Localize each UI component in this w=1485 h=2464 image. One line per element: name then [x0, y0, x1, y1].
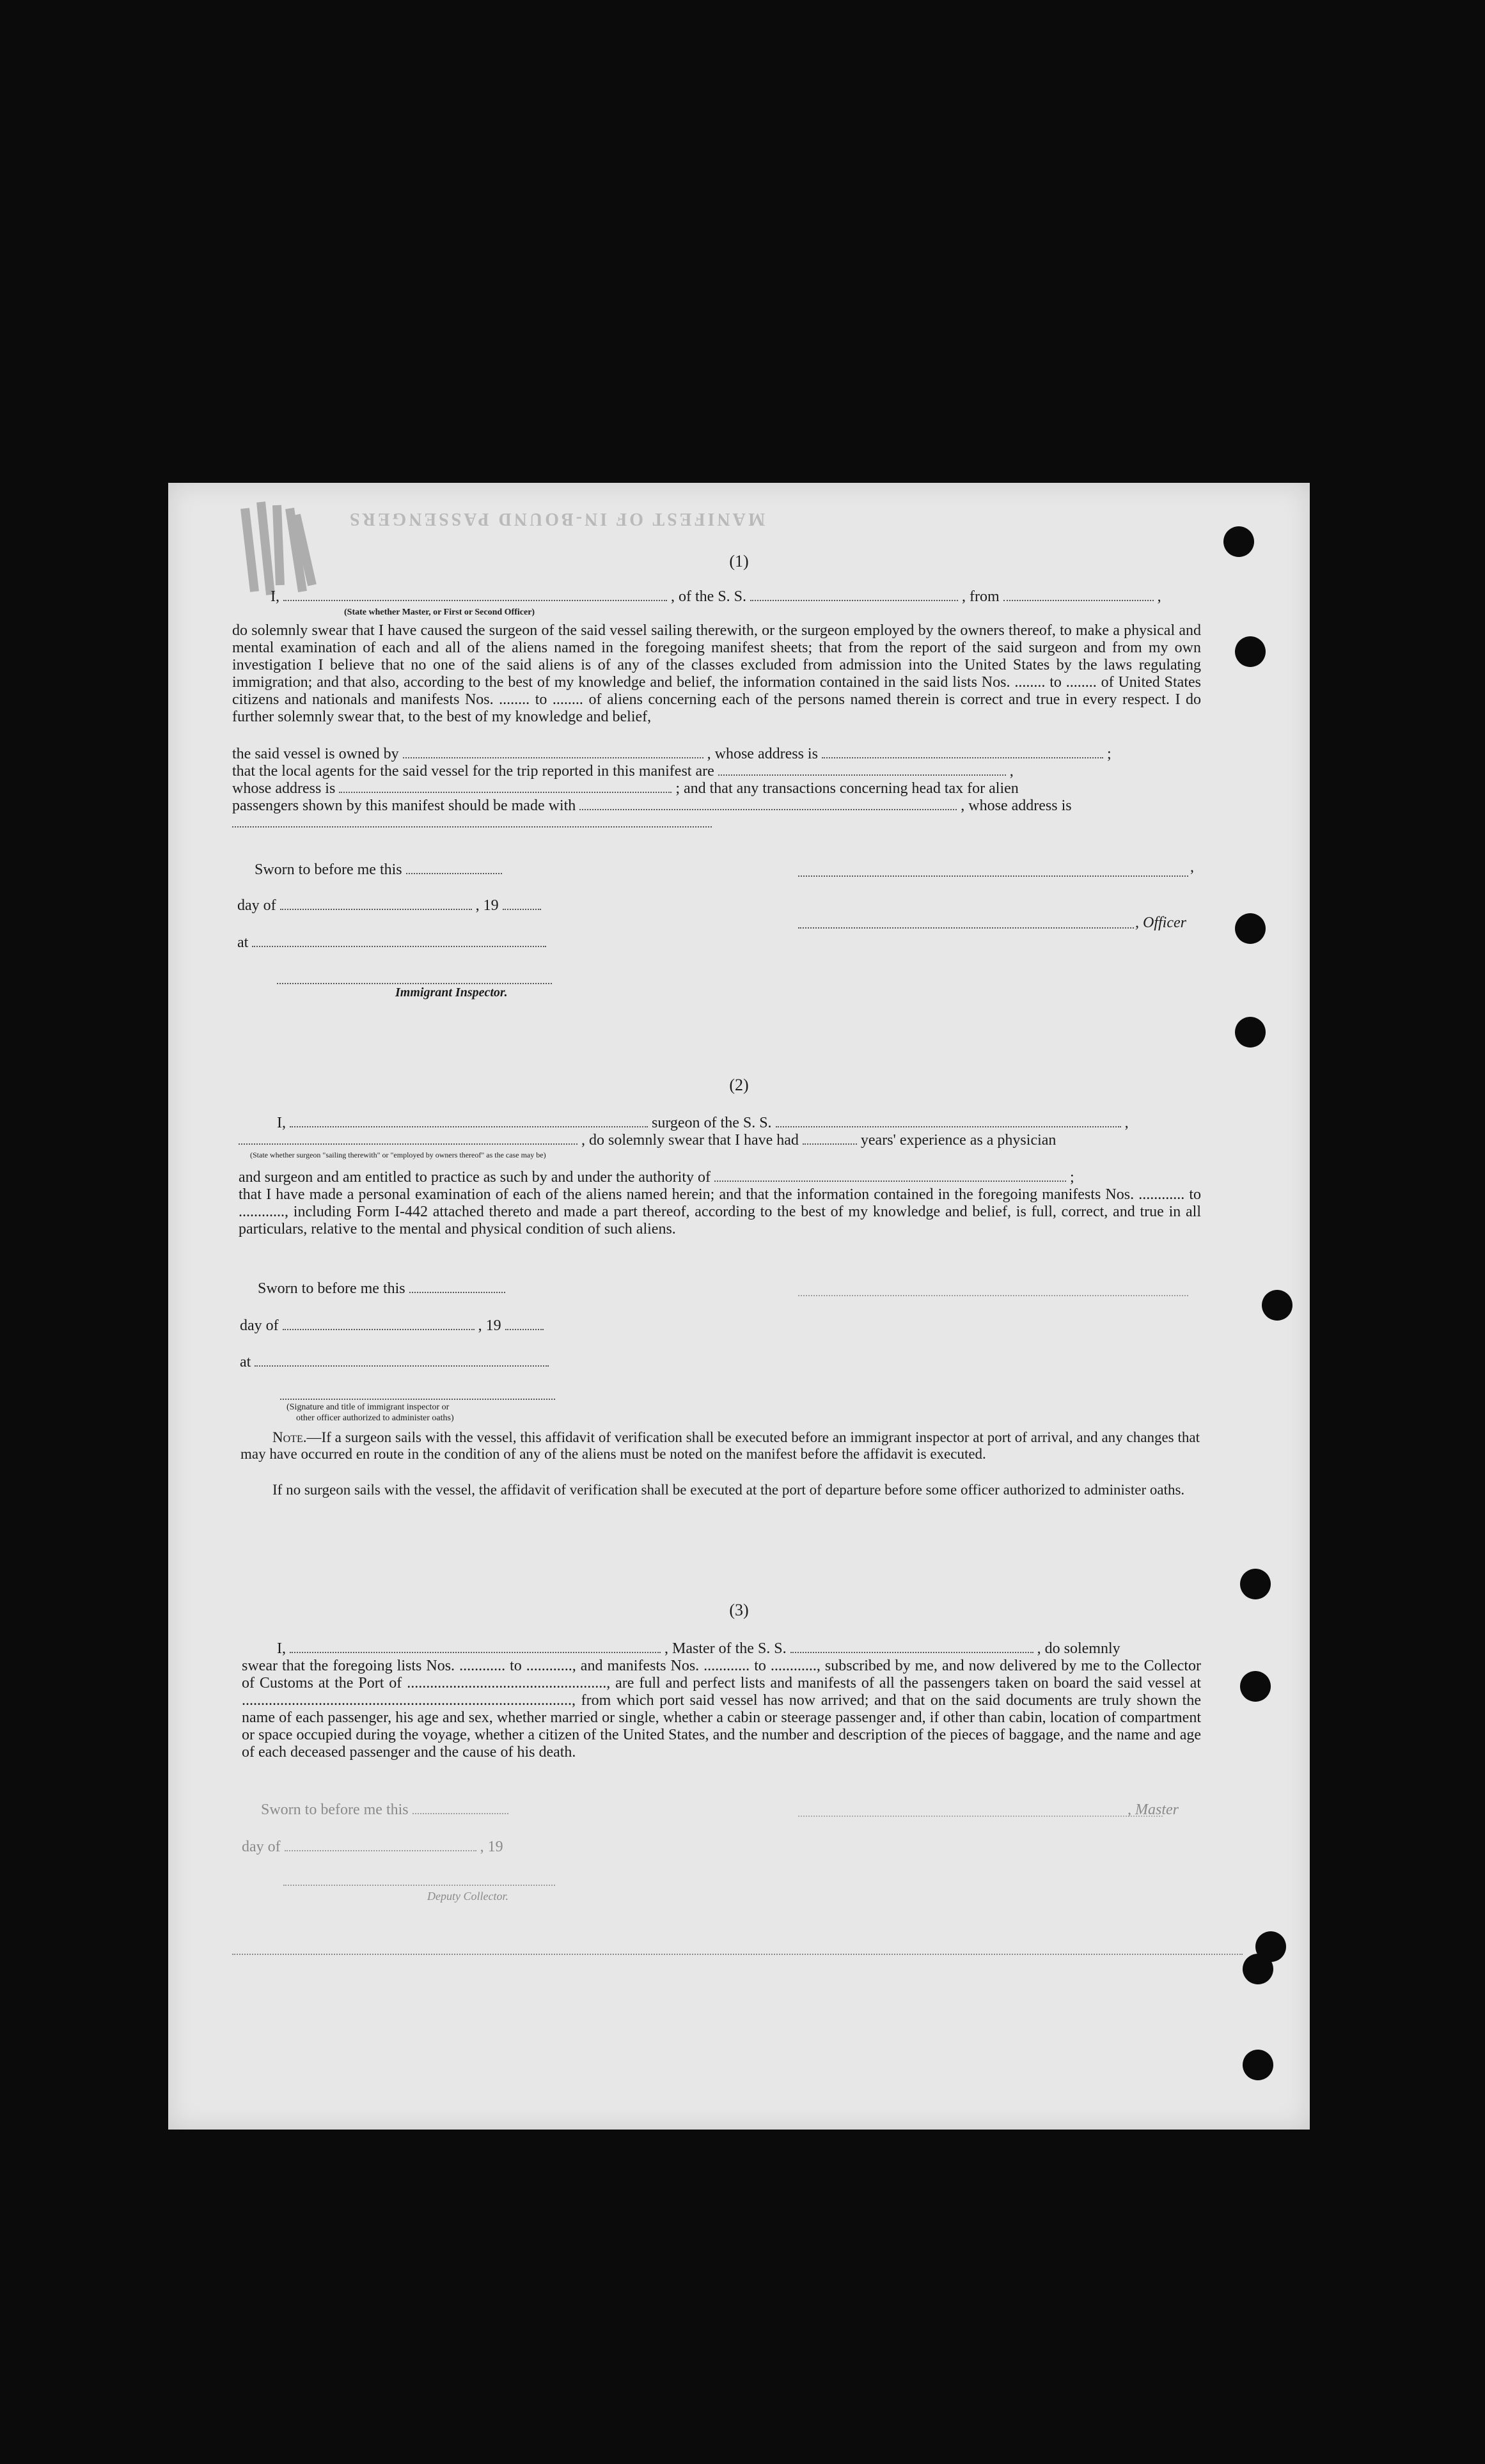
- section-2-sig-hint-1: (Signature and title of immigrant inspector or: [287, 1402, 450, 1412]
- text: ,: [1124, 1115, 1129, 1131]
- officer-label: , Officer: [1135, 914, 1186, 931]
- section-1-address-line: [232, 780, 1019, 797]
- punch-hole: [1235, 636, 1266, 667]
- text: at: [240, 1354, 251, 1370]
- text: I,: [271, 588, 279, 605]
- section-3-paragraph: swear that the foregoing lists Nos. ............ to ............, and manifests Nos. ............ to ............, subscribed by me, and now delivered by me to the Collector of Customs at the Port of ...................................................., are full and perfect lists and manifests of all the passengers taken on board the said vessel at ......................................................................................, from which port said vessel has now arrived; and that on the said documents are truly shown the name of each passenger, his age and sex, whether married or single, whether a cabin or steerage passenger and, if other than cabin, location of compartment or space occupied during the voyage, whether a citizen of the United States, and the number and description of the pieces of baggage, and the name and age of each deceased passenger and the cause of his death.: [242, 1658, 1201, 1761]
- text: ;: [1106, 746, 1112, 762]
- section-2-sworn: [258, 1280, 505, 1297]
- blank-field: [339, 780, 672, 793]
- blank-field: [290, 1115, 648, 1127]
- text: day of: [240, 1317, 279, 1334]
- section-1-agents-line: [232, 763, 1014, 780]
- text: , do solemnly swear that I have had: [581, 1132, 799, 1149]
- section-2-at: [240, 1354, 549, 1370]
- punch-hole: [1240, 1671, 1271, 1702]
- text: day of: [242, 1839, 281, 1855]
- punch-hole: [1243, 1954, 1273, 1984]
- section-3-number: (3): [729, 1601, 749, 1619]
- text: Sworn to before me this: [255, 861, 402, 878]
- blank-field: [714, 1169, 1066, 1182]
- text: , Master of the S. S.: [664, 1640, 787, 1657]
- text: ,: [1157, 588, 1161, 605]
- section-2-day: [240, 1317, 544, 1334]
- text: ; and that any transactions concerning head tax for alien: [675, 780, 1019, 797]
- blank-field: [252, 934, 546, 947]
- divider: [232, 1954, 1243, 1955]
- section-2-line-3: [239, 1169, 1074, 1186]
- text: the said vessel is owned by: [232, 746, 399, 762]
- text: that the local agents for the said vessel for the trip reported in this manifest are: [232, 763, 714, 780]
- collector-signature-line: [283, 1883, 555, 1886]
- text: , 19: [480, 1839, 503, 1855]
- punch-hole: [1235, 913, 1266, 944]
- section-1-number: (1): [729, 552, 749, 570]
- text: ,: [1009, 763, 1014, 780]
- manifest-page: [168, 483, 1310, 2130]
- blank-field: [280, 897, 472, 910]
- section-3-line-1: [277, 1640, 1120, 1657]
- note-label: Note.: [272, 1429, 307, 1445]
- blank-field: [403, 746, 703, 758]
- master-label: , Master: [1128, 1801, 1179, 1818]
- text: day of: [237, 897, 276, 914]
- section-2-line-2: [239, 1132, 1056, 1149]
- blank-field: [255, 1354, 549, 1367]
- punch-hole: [1262, 1290, 1292, 1321]
- punch-hole: [1240, 1569, 1271, 1599]
- text: , do solemnly: [1037, 1640, 1120, 1657]
- section-2-sig-hint-2: other officer authorized to administer oaths): [296, 1413, 454, 1423]
- section-3-sworn: [261, 1801, 508, 1818]
- note-paragraph-1: [240, 1429, 1200, 1463]
- blank-field: [412, 1801, 508, 1814]
- section-1-at: [237, 934, 546, 951]
- blank-field: [750, 588, 958, 601]
- punch-hole: [1235, 1017, 1266, 1048]
- blank-field: [505, 1317, 544, 1330]
- section-1-hint: (State whether Master, or First or Second Officer): [344, 608, 535, 617]
- blank-field: [406, 861, 502, 874]
- text: and surgeon and am entitled to practice as such by and under the authority of: [239, 1169, 711, 1186]
- blank-field: [239, 1132, 578, 1145]
- section-2-paragraph: that I have made a personal examination of each of the aliens named herein; and that the information contained in the foregoing manifests Nos. ............ to ............, including Form I-442 attached thereto and made a part thereof, according to the best of my knowledge and belief, is full, correct, and true in all particulars, relative to the mental and physical condition of such aliens.: [239, 1186, 1201, 1237]
- blank-field: [285, 1839, 476, 1851]
- text: , 19: [478, 1317, 501, 1334]
- section-2-line-1: [277, 1115, 1129, 1131]
- blank-field: [803, 1132, 857, 1145]
- blank-field: [776, 1115, 1121, 1127]
- text: , of the S. S.: [671, 588, 747, 605]
- note-paragraph-2: If no surgeon sails with the vessel, the affidavit of verification shall be executed at the port of departure before some officer authorized to administer oaths.: [272, 1482, 1185, 1498]
- section-2-number: (2): [729, 1076, 749, 1094]
- blank-field: [232, 825, 712, 828]
- punch-hole: [1243, 2050, 1273, 2080]
- blank-field: [579, 797, 957, 810]
- text: Sworn to before me this: [261, 1801, 409, 1818]
- surgeon-signature-line: [798, 1294, 1188, 1296]
- text: passengers shown by this manifest should be made with: [232, 797, 576, 814]
- blank-field: [1003, 588, 1154, 601]
- text: , from: [962, 588, 1000, 605]
- text: —If a surgeon sails with the vessel, this affidavit of verification shall be executed before an immigrant inspector at port of arrival, and any changes that may have occurred en route in the condition of any of the aliens must be noted on the manifest before the affidavit is executed.: [240, 1429, 1200, 1462]
- text: I,: [277, 1115, 286, 1131]
- blank-field: [290, 1640, 661, 1653]
- text: ;: [1070, 1169, 1074, 1186]
- section-1-day: [237, 897, 541, 914]
- text: I,: [277, 1640, 286, 1657]
- master-signature-line: [798, 1814, 1163, 1817]
- section-1-line-1: [271, 588, 1161, 605]
- bleed-through-text: MANIFEST OF IN-BOUND PASSENGERS: [347, 509, 766, 529]
- section-3-day: [242, 1839, 503, 1855]
- officer-signature-line: [798, 926, 1134, 929]
- text: Sworn to before me this: [258, 1280, 405, 1297]
- section-1-owned-line: [232, 746, 1112, 762]
- text: ,: [1190, 859, 1194, 875]
- blank-field: [790, 1640, 1033, 1653]
- blank-field: [718, 763, 1006, 776]
- blank-field: [822, 746, 1103, 758]
- officer-signature-line: [798, 874, 1188, 877]
- blank-field: [283, 588, 667, 601]
- text: at: [237, 934, 249, 951]
- section-1-paragraph: do solemnly swear that I have caused the surgeon of the said vessel sailing therewith, or the surgeon employed by the owners thereof, to make a physical and mental examination of each and all of the aliens named in the foregoing manifest sheets; that from the report of the said surgeon and from my own investigation I believe that no one of the said aliens is of any of the classes excluded from admission into the United States by the laws regulating immigration; and that also, according to the best of my knowledge and belief, the information contained in the said lists Nos. ........ to ........ of United States citizens and nationals and manifests Nos. ........ to ........ of aliens concerning each of the persons named therein is correct and true in every respect. I do further solemnly swear that, to the best of my knowledge and belief,: [232, 622, 1201, 725]
- text: , whose address is: [707, 746, 818, 762]
- section-2-hint: (State whether surgeon "sailing therewith" or "employed by owners thereof" as the case may be): [250, 1150, 546, 1159]
- inspector-label: Immigrant Inspector.: [395, 985, 508, 1000]
- text: years' experience as a physician: [860, 1132, 1057, 1149]
- blank-field: [503, 897, 541, 910]
- blank-field: [283, 1317, 475, 1330]
- stamp-mark: [232, 489, 322, 598]
- text: whose address is: [232, 780, 336, 797]
- section-1-sworn: [255, 861, 502, 878]
- officer-signature-line: [280, 1397, 555, 1400]
- section-1-passengers-line: [232, 797, 1072, 814]
- blank-field: [409, 1280, 505, 1293]
- text: , whose address is: [961, 797, 1072, 814]
- text: , 19: [475, 897, 499, 914]
- text: surgeon of the S. S.: [652, 1115, 772, 1131]
- deputy-label: Deputy Collector.: [427, 1890, 508, 1903]
